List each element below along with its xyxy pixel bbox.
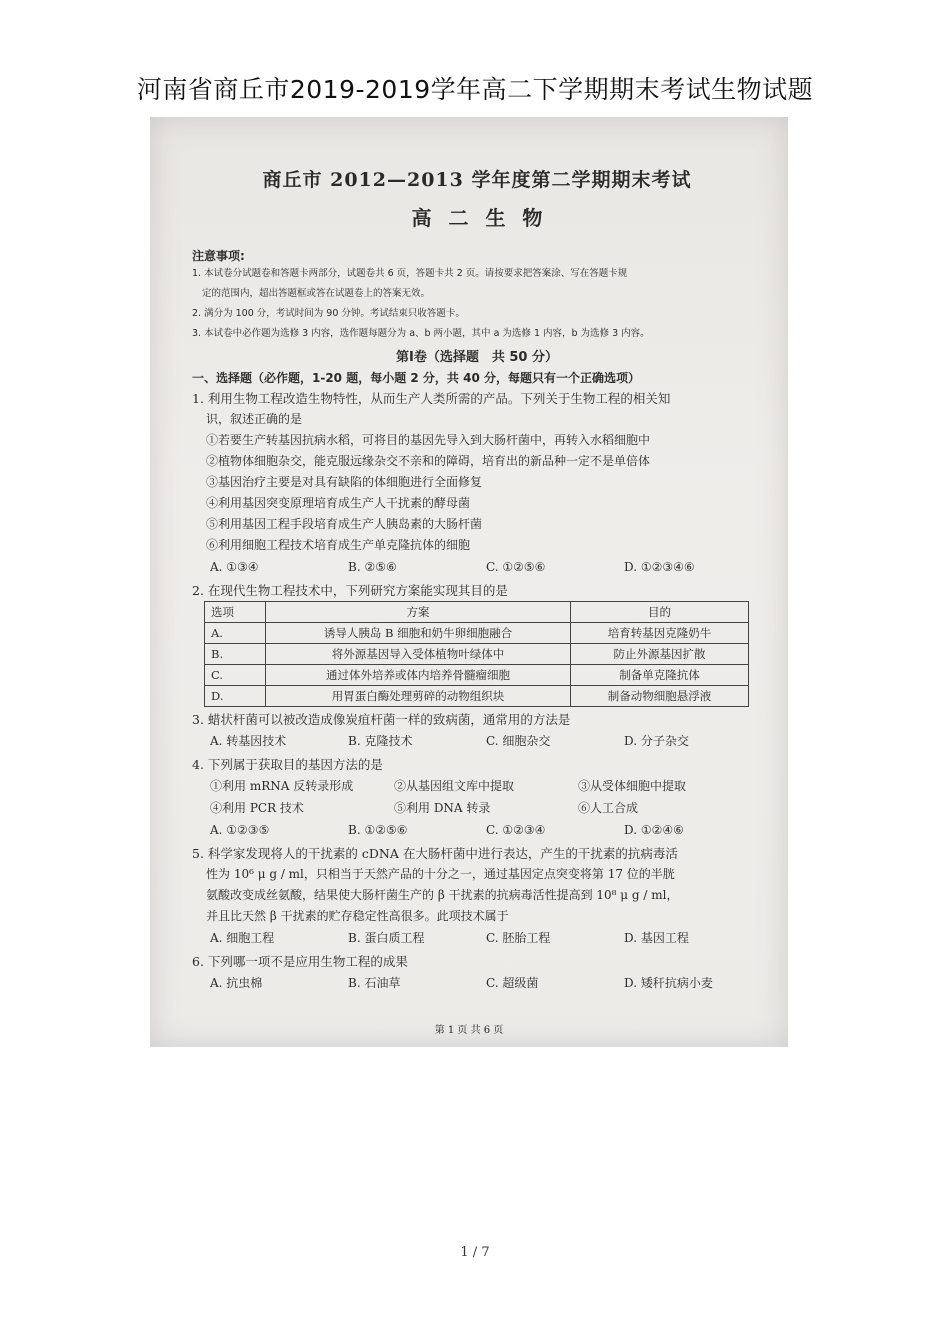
option-b: B. ②⑤⑥ [348,560,397,574]
question-1-options [192,556,762,578]
table-row [205,644,749,665]
question-5-stem-cont: 性为 10⁶ μ g / ml，只相当于天然产品的十分之一，通过基因定点突变将第 17 位的半胱 [206,867,675,881]
question-4-item: ②从基因组文库中提取 [394,779,515,793]
exam-content [192,147,762,994]
question-1-item: ②植物体细胞杂交，能克服远缘杂交不亲和的障碍，培育出的新品种一定不是单倍体 [206,454,651,468]
question-3-options [192,730,762,752]
scanned-exam-page [150,117,788,1047]
option-d: D. 基因工程 [624,931,689,945]
table-cell: 防止外源基因扩散 [571,644,749,665]
question-1-stem-cont: 识，叙述正确的是 [206,412,303,426]
option-c: C. 超级菌 [486,976,539,990]
option-a: A. 转基因技术 [210,734,287,748]
option-a: A. ①②③⑤ [210,823,270,837]
question-4-options [192,819,762,841]
option-c: C. ①②⑤⑥ [486,560,546,574]
table-cell: 将外源基因导入受体植物叶绿体中 [266,644,571,665]
table-row [205,686,749,707]
question-6-stem: 6. 下列哪一项不是应用生物工程的成果 [192,954,408,969]
option-c: C. 细胞杂交 [486,734,551,748]
notice-item: 1. 本试卷分试题卷和答题卡两部分，试题卷共 6 页，答题卡共 2 页。请按要求把答案涂、写在答题卡规 [192,268,628,279]
question-1-item: ③基因治疗主要是对具有缺陷的体细胞进行全面修复 [206,475,483,489]
option-a: A. 细胞工程 [210,931,275,945]
table-header: 选项 [205,602,266,623]
question-2-stem: 2. 在现代生物工程技术中，下列研究方案能实现其目的是 [192,583,508,598]
option-b: B. ①②⑤⑥ [348,823,408,837]
document-title: 河南省商丘市2019-2019学年高二下学期期末考试生物试题 [136,75,814,104]
table-cell: 培育转基因克隆奶牛 [571,623,749,644]
table-cell: A. [205,623,266,644]
notice-item: 3. 本试卷中必作题为选修 3 内容，选作题每题分为 a、b 两小题，其中 a 为选修 1 内容，b 为选修 3 内容。 [192,328,650,339]
question-4-item: ③从受体细胞中提取 [578,779,687,793]
question-4-stem: 4. 下列属于获取目的基因方法的是 [192,757,383,772]
question-1-stem: 1. 利用生物工程改造生物特性，从而生产人类所需的产品。下列关于生物工程的相关知 [192,391,671,406]
question-1-item: ①若要生产转基因抗病水稻，可将目的基因先导入到大肠杆菌中，再转入水稻细胞中 [206,433,651,447]
question-4-items [192,775,762,797]
question-1-item: ⑥利用细胞工程技术培育成生产单克隆抗体的细胞 [206,538,471,552]
option-d: D. 分子杂交 [624,734,689,748]
table-header: 方案 [266,602,571,623]
question-4-item: ①利用 mRNA 反转录形成 [210,779,354,793]
question-4-item: ⑤利用 DNA 转录 [394,801,491,815]
option-c: C. ①②③④ [486,823,546,837]
exam-page-footer: 第 1 页 共 6 页 [434,1025,504,1036]
question-4-items [192,797,762,819]
question-5-options [192,927,762,949]
option-b: B. 石油草 [348,976,401,990]
option-b: B. 克隆技术 [348,734,413,748]
table-cell: 通过体外培养或体内培养骨髓瘤细胞 [266,665,571,686]
option-d: D. ①②④⑥ [624,823,684,837]
table-cell: 用胃蛋白酶处理剪碎的动物组织块 [266,686,571,707]
table-header-row [205,602,749,623]
question-2-table [204,601,749,707]
question-4-item: ④利用 PCR 技术 [210,801,304,815]
question-5-stem-cont: 并且比天然 β 干扰素的贮存稳定性高很多。此项技术属于 [206,909,509,923]
table-cell: C. [205,665,266,686]
table-row [205,665,749,686]
option-d: D. 矮秆抗病小麦 [624,976,713,990]
notice-item: 2. 满分为 100 分，考试时间为 90 分钟。考试结束只收答题卡。 [192,308,465,319]
table-cell: B. [205,644,266,665]
exam-title: 商丘市 2012—2013 学年度第二学期期末考试 [262,169,692,191]
question-5-stem-cont: 氨酸改变成丝氨酸，结果使大肠杆菌生产的 β 干扰素的抗病毒活性提高到 10⁸ μ g / ml， [206,888,679,902]
section-title: 第Ⅰ卷（选择题 共 50 分） [396,350,558,365]
option-a: A. ①③④ [210,560,259,574]
table-header: 目的 [571,602,749,623]
option-c: C. 胚胎工程 [486,931,551,945]
question-1-item: ④利用基因突变原理培育成生产人干扰素的酵母菌 [206,496,471,510]
option-a: A. 抗虫棉 [210,976,263,990]
exam-subject: 高 二 生 物 [411,206,543,230]
option-b: B. 蛋白质工程 [348,931,425,945]
notice-item: 定的范围内，超出答题框或答在试题卷上的答案无效。 [202,288,431,299]
question-3-stem: 3. 蜡状杆菌可以被改造成像炭疽杆菌一样的致病菌，通常用的方法是 [192,712,571,727]
question-6-options [192,972,762,994]
table-cell: 制备单克隆抗体 [571,665,749,686]
question-1-item: ⑤利用基因工程手段培育成生产人胰岛素的大肠杆菌 [206,517,483,531]
page-number: 1 / 7 [460,1245,490,1260]
table-row [205,623,749,644]
table-cell: D. [205,686,266,707]
question-5-stem: 5. 科学家发现将人的干扰素的 cDNA 在大肠杆菌中进行表达，产生的干扰素的抗病毒活 [192,846,678,861]
question-4-item: ⑥人工合成 [578,801,639,815]
part-heading: 一、选择题（必作题，1-20 题，每小题 2 分，共 40 分，每题只有一个正确选项） [192,371,640,385]
option-d: D. ①②③④⑥ [624,560,695,574]
table-cell: 诱导人胰岛 B 细胞和奶牛卵细胞融合 [266,623,571,644]
table-cell: 制备动物细胞悬浮液 [571,686,749,707]
notice-heading: 注意事项: [192,249,245,263]
